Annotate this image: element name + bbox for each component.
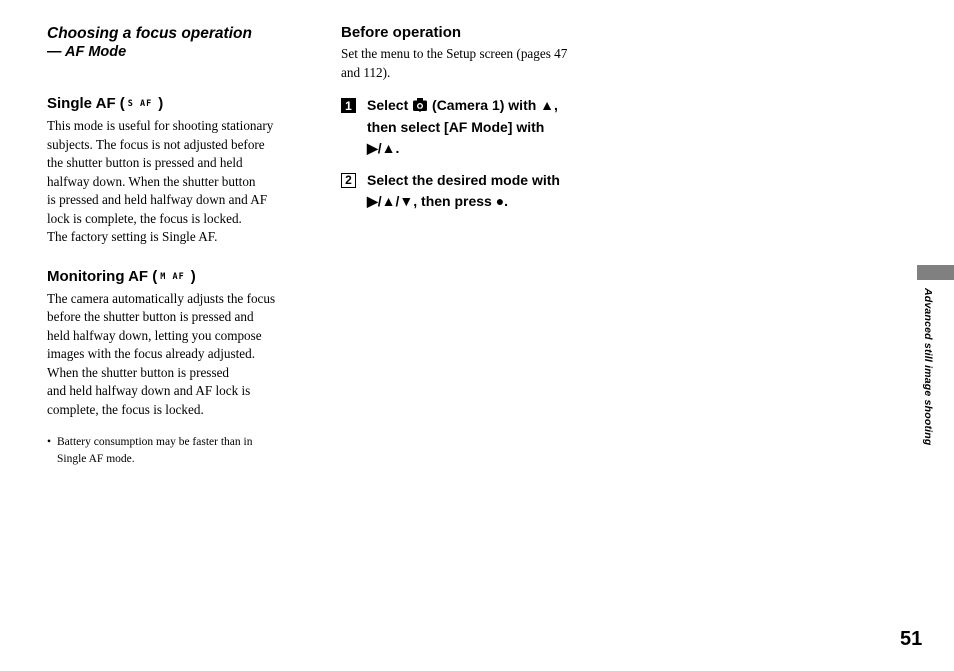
battery-note (47, 434, 309, 467)
single-af-heading: Single AF ( S AF ) (47, 95, 164, 112)
left-column (47, 24, 309, 467)
step-2-line-1: Select the desired mode with (367, 171, 560, 188)
camera-icon (412, 97, 428, 112)
step-1-line-2: then select [AF Mode] with (367, 118, 545, 135)
before-operation-text: Set the menu to the Setup screen (pages 47 and 112). (341, 46, 568, 80)
page-subtitle: — AF Mode (47, 44, 127, 60)
monitoring-af-icon: M AF (160, 271, 185, 282)
step-2-line-2: ▶/▲/▼, then press ●. (367, 193, 509, 209)
section-tab-marker (917, 265, 954, 280)
monitoring-af-description: The camera automatically adjusts the focus before the shutter button is pressed and held halfway down, letting you compose images with the focus already adjusted. When the shutter button is pressed and held halfway down and AF lock is complete, the focus is locked. (47, 290, 276, 417)
step-2-number: 2 (341, 173, 356, 188)
right-column (341, 24, 603, 213)
single-af-icon: S AF (127, 99, 153, 109)
step-2 (341, 170, 603, 213)
section-label: Advanced still image shooting (922, 288, 934, 446)
single-af-description: This mode is useful for shooting stationary subjects. The focus is not adjusted before the shutter button is pressed and held halfway down. When the shutter button is pressed and held halfway down and AF lock is complete, the focus is locked. The factory setting is Single AF. (47, 118, 274, 244)
step-1-line-1: Select (Camera 1) with ▲, (367, 97, 558, 113)
note-text: Battery consumption may be faster than in Single AF mode. (57, 436, 253, 465)
monitoring-af-heading: Monitoring AF ( M AF ) (47, 267, 196, 285)
page-number: 51 (900, 628, 923, 650)
step-1-number: 1 (341, 98, 356, 113)
step-1-line-3: ▶/▲. (367, 140, 400, 156)
page-title: Choosing a focus operation (47, 25, 252, 42)
note-bullet: • (47, 436, 52, 448)
before-operation-heading: Before operation (341, 24, 462, 41)
step-1 (341, 95, 603, 160)
